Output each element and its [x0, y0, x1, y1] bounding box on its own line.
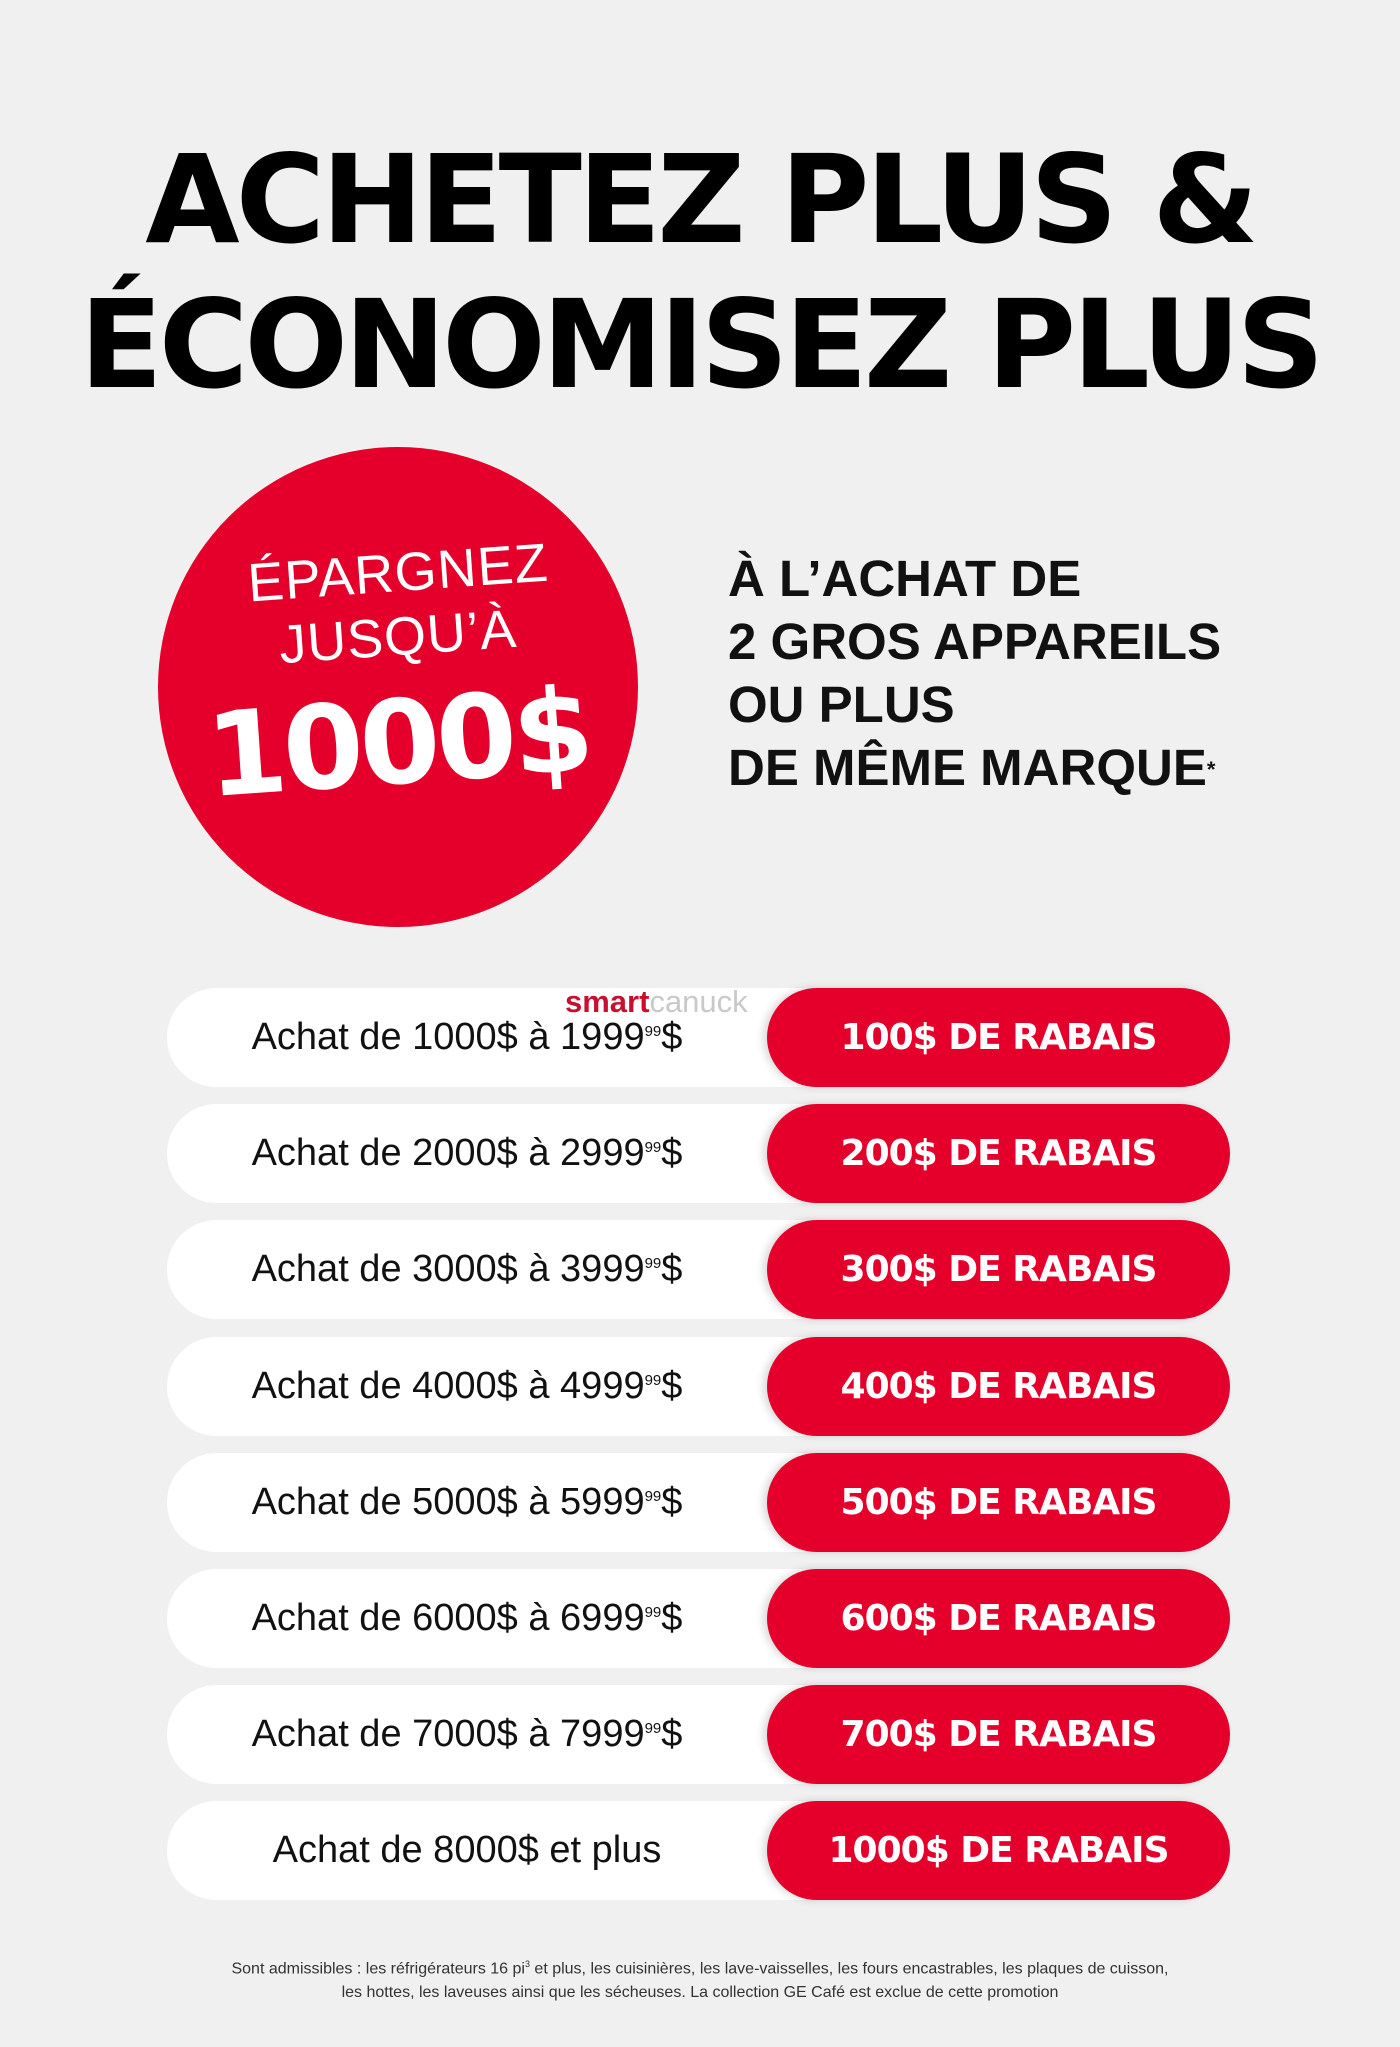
footnote-line-1 [0, 1952, 1400, 1981]
tier-discount: 400$ DE RABAIS [767, 1337, 1230, 1436]
tier-range [167, 1337, 767, 1436]
tier-row [167, 1337, 1230, 1436]
tier-discount: 1000$ DE RABAIS [767, 1801, 1230, 1900]
tier-range-cents: 99 [644, 1720, 662, 1737]
tier-discount: 100$ DE RABAIS [767, 988, 1230, 1087]
headline-line-2: ÉCONOMISEZ PLUS [79, 274, 1321, 416]
condition-line-1: À L’ACHAT DE [728, 550, 1082, 607]
tier-range [167, 1801, 767, 1900]
tier-range-currency: $ [661, 1016, 683, 1058]
badge-line-2: JUSQU’À [277, 598, 519, 676]
footnote-line-1-pre: Sont admissibles : les réfrigérateurs 16 pi [231, 1960, 525, 1978]
tier-range-currency: $ [661, 1132, 683, 1174]
condition-line-3: OU PLUS [728, 676, 955, 733]
footnote-line-2: les hottes, les laveuses ainsi que les sécheuses. La collection GE Café est exclue de cette promotion [341, 1984, 1059, 2002]
condition-line-4-text: DE MÊME MARQUE [728, 739, 1207, 796]
eligibility-footnote [0, 1952, 1400, 2005]
tier-discount: 300$ DE RABAIS [767, 1220, 1230, 1319]
tier-range-text: Achat de 4000$ à 4999 [251, 1365, 645, 1407]
badge-amount: 1000$ [201, 662, 594, 825]
tier-range [167, 1685, 767, 1784]
tier-row [167, 1220, 1230, 1319]
tier-discount: 600$ DE RABAIS [767, 1569, 1230, 1668]
tier-range-cents: 99 [644, 1488, 662, 1505]
tier-range-cents: 99 [644, 1372, 662, 1389]
tier-range-cents: 99 [644, 1139, 662, 1156]
tier-row [167, 1453, 1230, 1552]
condition-asterisk: * [1206, 757, 1216, 782]
tier-range [167, 1453, 767, 1552]
tier-range-currency: $ [661, 1481, 683, 1523]
footnote-cubic-sup: 3 [524, 1959, 530, 1969]
watermark-part-2: canuck [649, 984, 748, 1019]
tier-row [167, 1801, 1230, 1900]
tier-range [167, 1104, 767, 1203]
tier-range-currency: $ [661, 1597, 683, 1639]
tier-range-cents: 99 [644, 1255, 662, 1272]
tier-range-cents: 99 [644, 1023, 662, 1040]
watermark-part-1: smart [565, 984, 650, 1019]
tier-range-currency: $ [661, 1713, 683, 1755]
tier-row [167, 1569, 1230, 1668]
savings-badge [158, 447, 638, 927]
footnote-line-1-post: et plus, les cuisinières, les lave-vaisselles, les fours encastrables, les plaques de cuisson, [529, 1960, 1169, 1978]
tier-discount: 200$ DE RABAIS [767, 1104, 1230, 1203]
tier-range-text: Achat de 5000$ à 5999 [251, 1481, 645, 1523]
headline [0, 128, 1400, 418]
condition-line-2: 2 GROS APPAREILS [728, 613, 1222, 670]
tier-range-text: Achat de 8000$ et plus [272, 1829, 662, 1871]
tier-range-text: Achat de 3000$ à 3999 [251, 1248, 645, 1290]
condition-line-4 [728, 736, 1221, 799]
tier-range-text: Achat de 7000$ à 7999 [251, 1713, 645, 1755]
tier-range-text: Achat de 1000$ à 1999 [251, 1016, 645, 1058]
headline-line-1: ACHETEZ PLUS & [145, 129, 1255, 271]
badge-line-1: ÉPARGNEZ [245, 532, 551, 614]
tier-range-currency: $ [661, 1365, 683, 1407]
tier-range [167, 1569, 767, 1668]
tier-range-currency: $ [661, 1248, 683, 1290]
tier-range [167, 1220, 767, 1319]
tier-range-text: Achat de 2000$ à 2999 [251, 1132, 645, 1174]
tier-row [167, 1685, 1230, 1784]
tier-row [167, 1104, 1230, 1203]
tier-discount: 700$ DE RABAIS [767, 1685, 1230, 1784]
offer-condition [728, 547, 1221, 799]
tier-range-cents: 99 [644, 1604, 662, 1621]
tier-range-text: Achat de 6000$ à 6999 [251, 1597, 645, 1639]
watermark [565, 984, 748, 1020]
tier-discount: 500$ DE RABAIS [767, 1453, 1230, 1552]
